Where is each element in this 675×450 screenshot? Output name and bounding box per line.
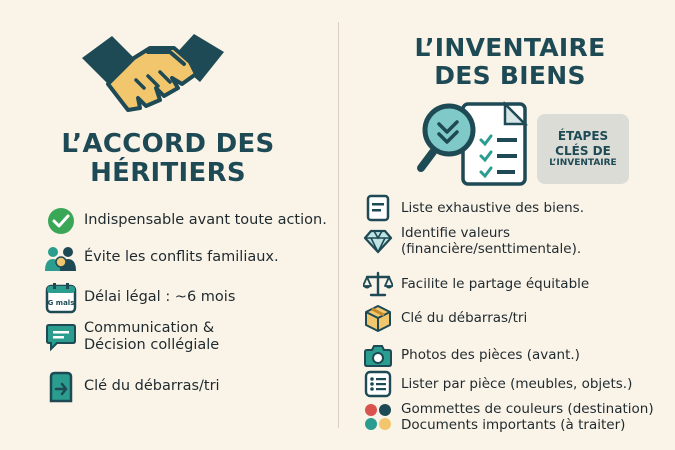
scales-icon [363, 269, 393, 299]
magnifier-checklist-icon [415, 96, 535, 188]
list-item [44, 204, 327, 238]
svg-text:G mals: G mals [47, 299, 75, 307]
list-item [363, 340, 580, 370]
list-item [363, 303, 527, 333]
heirs-agreement-title: L’ACCORD DES HÉRITIERS [61, 129, 275, 189]
item-text: Clé du débarras/tri [401, 309, 528, 326]
item-text: Indispensable avant toute action. [84, 212, 327, 229]
item-text: Délai légal : ~6 mois [84, 289, 236, 306]
box-icon [363, 303, 393, 333]
item-text: Évite les conflits familiaux. [84, 249, 279, 266]
family-icon [44, 241, 78, 275]
inventory-title: L’INVENTAIRE DES BIENS [414, 33, 606, 90]
list-item [363, 401, 654, 433]
document-icon [363, 193, 393, 223]
list-item [363, 269, 589, 299]
list-icon [363, 369, 393, 399]
camera-icon [363, 340, 393, 370]
check-circle-icon [44, 204, 78, 238]
list-item [44, 281, 235, 315]
door-exit-icon [44, 370, 78, 404]
item-text: Communication & Décision collégiale [84, 320, 220, 354]
item-text: Lister par pièce (meubles, objets.) [401, 375, 633, 392]
item-text: Liste exhaustive des biens. [401, 199, 585, 216]
item-text: Photos des pièces (avant.) [401, 346, 580, 363]
color-dots-icon [363, 402, 393, 432]
list-item [44, 370, 220, 404]
list-item [44, 241, 279, 275]
handshake-icon [78, 18, 228, 118]
item-text: Clé du débarras/tri [84, 378, 220, 395]
speech-bubble-icon [44, 320, 78, 354]
inventory-panel [345, 0, 675, 450]
item-text: Facilite le partage équitable [401, 275, 590, 292]
list-item [363, 369, 632, 399]
divider [338, 22, 339, 428]
list-item [363, 193, 584, 223]
item-text: Identifie valeurs (financière/senttimentale). [401, 225, 582, 258]
key-steps-badge: ÉTAPES CLÉS DE L’INVENTAIRE [537, 114, 629, 184]
list-item [44, 320, 219, 355]
calendar-icon [44, 281, 78, 315]
list-item [363, 225, 581, 257]
diamond-icon [363, 226, 393, 256]
item-text: Gommettes de couleurs (destination) Documents importants (à traiter) [401, 401, 654, 434]
